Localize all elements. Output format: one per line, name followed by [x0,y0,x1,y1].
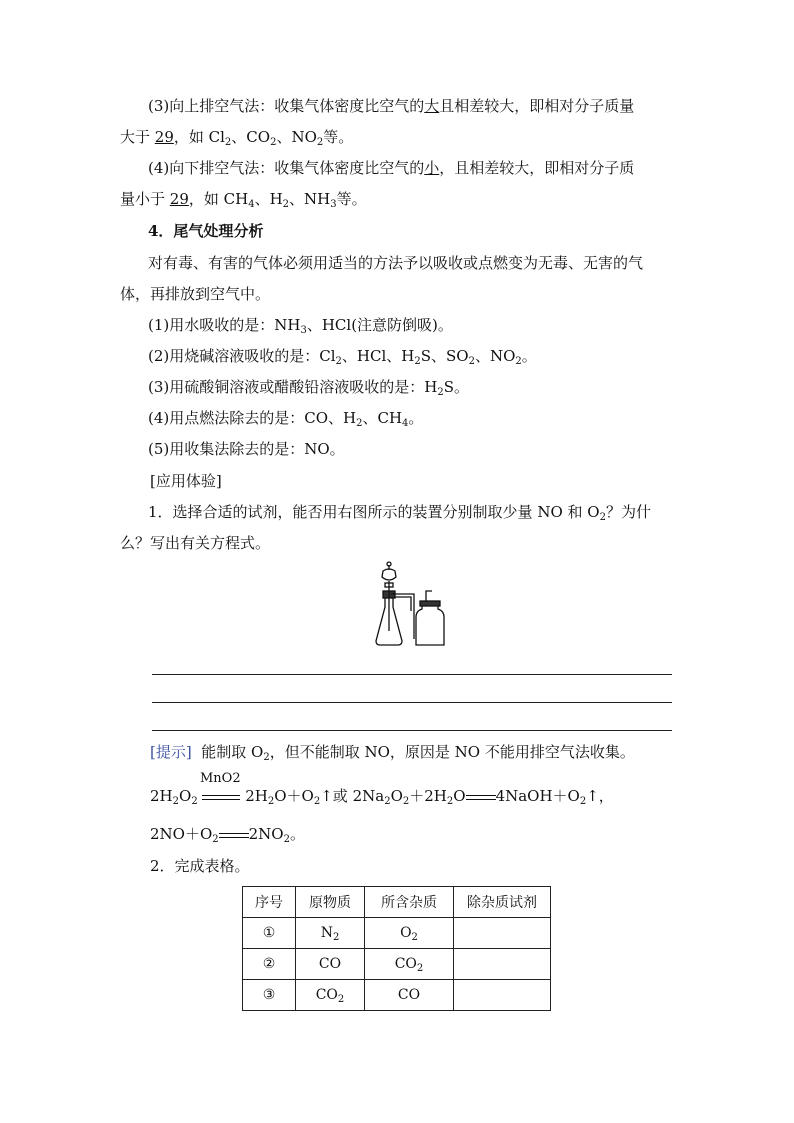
impurity-table [242,886,551,1011]
upward-displacement-line2: 大于 29，如 $Cl_2$、$CO_2$、$NO_2$等。 [120,128,354,148]
row-number: ③ [243,980,296,1011]
intro-line1: 对有毒、有害的气体必须用适当的方法予以吸收或点燃变为无毒、无害的气 [148,254,644,272]
practice-label: [应用体验] [150,472,222,490]
list-item: (3)用硫酸铜溶液或醋酸铅溶液吸收的是：$H_2S$。 [148,378,469,398]
catalyst-label: MnO2 [200,771,241,786]
equation-2: $2NO+O_2$ $2NO_2$。 [150,825,305,845]
gas-apparatus-figure [370,561,452,653]
row-number: ① [243,918,296,949]
table-row [243,949,551,980]
column-header: 所含杂质 [365,887,454,918]
answer-line [152,674,672,675]
original-substance: CO [296,949,365,980]
section-heading: 4．尾气处理分析 [148,222,264,240]
equals-sign [466,791,496,803]
reagent-cell [454,918,551,949]
column-header: 序号 [243,887,296,918]
list-item: (1)用水吸收的是：$NH_3$、HCl(注意防倒吸)。 [148,316,453,336]
answer-line [152,702,672,703]
original-substance: $N_2$ [296,918,365,949]
intro-line2: 体，再排放到空气中。 [120,285,271,303]
column-header: 除杂质试剂 [454,887,551,918]
row-number: ② [243,949,296,980]
table-row [243,918,551,949]
equals-sign [202,791,240,803]
list-item: (5)用收集法除去的是：NO。 [148,440,345,458]
question-1-line2: 么？写出有关方程式。 [120,534,271,552]
question-1-line1: 1．选择合适的试剂，能否用右图所示的装置分别制取少量 NO 和 $O_2$？为什 [148,503,651,523]
upward-displacement-line1: (3)向上排空气法：收集气体密度比空气的大且相差较大，即相对分子质量 [148,97,635,115]
downward-displacement-line2: 量小于 29，如 $CH_4$、$H_2$、$NH_3$等。 [120,190,367,210]
list-item: (2)用烧碱溶液吸收的是：$Cl_2$、HCl、$H_2S$、$SO_2$、$NO_2$。 [148,347,537,367]
reagent-cell [454,980,551,1011]
hint-text: [提示] 能制取 $O_2$，但不能制取 NO，原因是 NO 不能用排空气法收集。 [150,743,635,763]
hint-label: [提示] [150,743,192,761]
question-2: 2．完成表格。 [150,857,250,875]
table-header-row [243,887,551,918]
impurity: CO [365,980,454,1011]
table-row [243,980,551,1011]
impurity: $CO_2$ [365,949,454,980]
reagent-cell [454,949,551,980]
original-substance: $CO_2$ [296,980,365,1011]
column-header: 原物质 [296,887,365,918]
equation-1: $2H_2O_2$ $2H_2O+O_2↑$或 $2Na_2O_2+2H_2O$ $4NaOH+O_2↑$， [150,787,614,807]
downward-displacement-line1: (4)向下排空气法：收集气体密度比空气的小，且相差较大，即相对分子质 [148,159,635,177]
impurity: $O_2$ [365,918,454,949]
equals-sign [219,829,249,841]
list-item: (4)用点燃法除去的是：CO、$H_2$、$CH_4$。 [148,409,424,429]
answer-line [152,730,672,731]
